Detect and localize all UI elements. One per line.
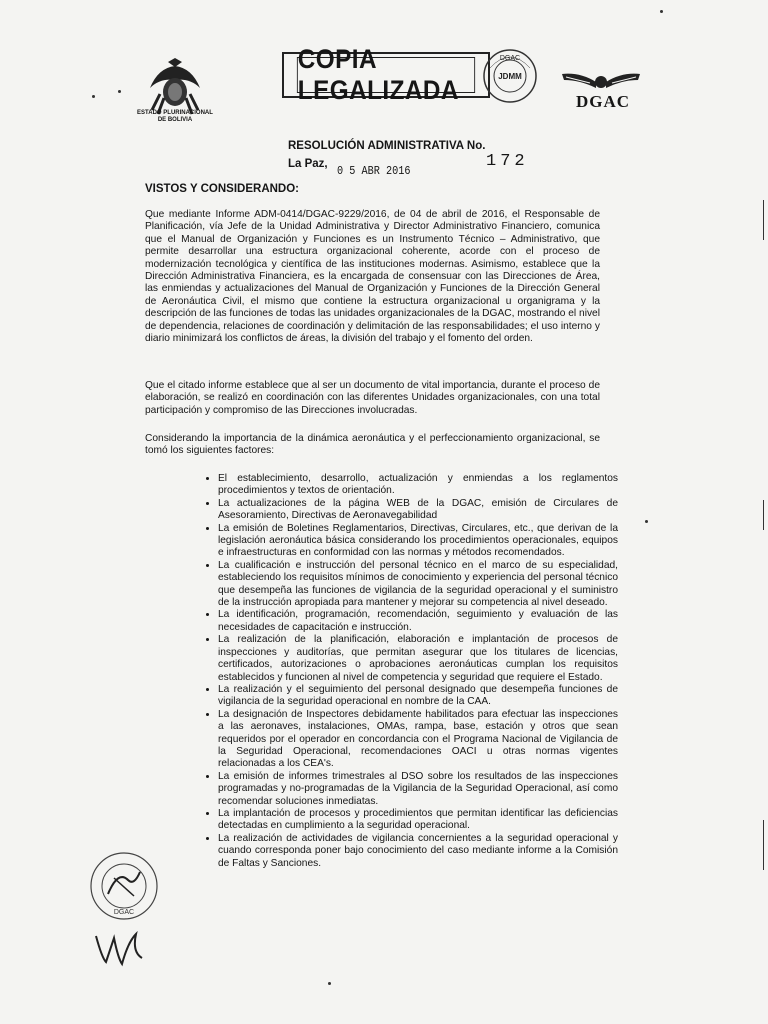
resolution-city: La Paz, xyxy=(288,158,328,170)
emblem-caption xyxy=(120,110,230,124)
list-item: • La cualificación e instrucción del personal técnico en el marco de su especialidad, estableciendo los requisitos mínimos de conocimiento y experiencia del personal técnico que desempeña las funciones de vigilancia de la seguridad operacional y el suministro de la instrucción apropiada para mantener y mejorar su competencia al nivel deseado. xyxy=(218,560,618,610)
emblem-caption-text: ESTADO PLURINACIONAL DE BOLIVIA xyxy=(137,110,213,123)
list-item: • La designación de Inspectores debidamente habilitados para efectuar las inspecciones a las aeronaves, instalaciones, OMAs, rampa, base, estación y otros que sean requeridos por el operador en concordancia con el Programa Nacional de Vigilancia de la Seguridad Operacional, recomendaciones OACI u otras normas vigentes relacionadas a los CEA's. xyxy=(218,709,618,771)
factors-list xyxy=(198,473,618,870)
paragraph-citado-informe: Que el citado informe establece que al ser un documento de vital importancia, durante el proceso de elaboración, se realizó en coordinación con las diferentes Unidades organizacionales, con una total participación y compromiso de las Direcciones involucradas. xyxy=(145,380,600,416)
list-item: • La emisión de informes trimestrales al DSO sobre los resultados de las inspecciones programadas y no-programadas de la Vigilancia de la Seguridad Operacional, así como recomendar soluciones inmediatas. xyxy=(218,771,618,808)
seal-label: DGAC xyxy=(113,909,135,916)
list-item: • La realización de actividades de vigilancia concernientes a la seguridad operacional y cuando corresponda poner bajo conocimiento del caso mediante informe a la Comisión de Faltas y Sanciones. xyxy=(218,833,618,870)
scan-speck xyxy=(328,982,331,985)
list-item: • La implantación de procesos y procedimientos que permitan identificar las deficiencias detectadas en cumplimiento a la seguridad operacional. xyxy=(218,808,618,833)
scan-speck xyxy=(92,95,95,98)
round-stamp-label: DGAC xyxy=(499,55,521,62)
resolution-number: 172 xyxy=(486,152,529,171)
scan-margin-line xyxy=(763,200,764,240)
list-item: • La emisión de Boletines Reglamentarios, Directivas, Circulares, etc., que derivan de la legislación aeronáutica básica considerando los procedimientos operacionales, equipos e infraestructuras en conformidad con las normas y métodos recomendados. xyxy=(218,523,618,560)
scan-margin-line xyxy=(763,820,764,870)
official-seal-icon xyxy=(88,850,160,922)
paragraph-informe: Que mediante Informe ADM-0414/DGAC-9229/2016, de 04 de abril de 2016, el Responsable de Planificación, vía Jefe de la Unidad Administrativa y Director Administrativo Financiero, comunica que el Manual de Organización y Funciones es un Instrumento Técnico – Administrativo, que permite desarrollar una estructura organizacional coherente, acorde con el proceso de modernización tecnológica y científica de las instituciones modernas. Asimismo, establece que la Dirección Administrativa Financiera, es la encargada de consensuar con las Direcciones de Área, las enmiendas y actualizaciones del Manual de Organización y Funciones de la Dirección General de Aeronáutica Civil, el mismo que contiene la estructura organizacional u organigrama y la descripción de las funciones de todas las unidades organizacionales de la DGAC, mostrando el nivel de dependencia, relaciones de coordinación y delimitación de las responsabilidades; el uso interno y diario minimizará los conflictos de áreas, la división del trabajo y el fomento del orden. xyxy=(145,209,600,345)
dgac-logo-text: DGAC xyxy=(576,92,631,111)
round-stamp-icon xyxy=(482,48,538,104)
resolution-title: RESOLUCIÓN ADMINISTRATIVA No. xyxy=(288,140,486,152)
signature-mark xyxy=(92,928,152,970)
list-item: • La identificación, programación, recomendación, seguimiento y evaluación de las necesidades de capacitación e instrucción. xyxy=(218,609,618,634)
list-item: • La realización y el seguimiento del personal designado que desempeña funciones de vigilancia de la seguridad operacional en nombre de la CAA. xyxy=(218,684,618,709)
scan-margin-line xyxy=(763,500,764,530)
section-title: VISTOS Y CONSIDERANDO: xyxy=(145,183,300,195)
paragraph-considerando: Considerando la importancia de la dinámica aeronáutica y el perfeccionamiento organizacional, se tomó los siguientes factores: xyxy=(145,433,600,457)
list-item: • La realización de la planificación, elaboración e implantación de procesos de inspecciones y auditorías, que permitan asegurar que los titulares de licencias, certificados, autorizaciones o aprobaciones aeronáuticas cumplan los requisitos establecidos y funcionen al nivel de competencia y seguridad que requiere el Estado. xyxy=(218,634,618,684)
round-stamp-initials: JDMM xyxy=(498,72,522,81)
scan-speck xyxy=(645,520,648,523)
legalized-copy-stamp xyxy=(282,44,490,105)
stamp-text: COPIA LEGALIZADA xyxy=(297,57,475,93)
list-item: • La actualizaciones de la página WEB de la DGAC, emisión de Circulares de Asesoramiento, Directivas de Aeronavegabilidad xyxy=(218,498,618,523)
scan-speck xyxy=(660,10,663,13)
scan-speck xyxy=(118,90,121,93)
resolution-date-stamp: 0 5 ABR 2016 xyxy=(337,164,411,178)
list-item: • El establecimiento, desarrollo, actualización y enmiendas a los reglamentos procedimientos y textos de orientación. xyxy=(218,473,618,498)
